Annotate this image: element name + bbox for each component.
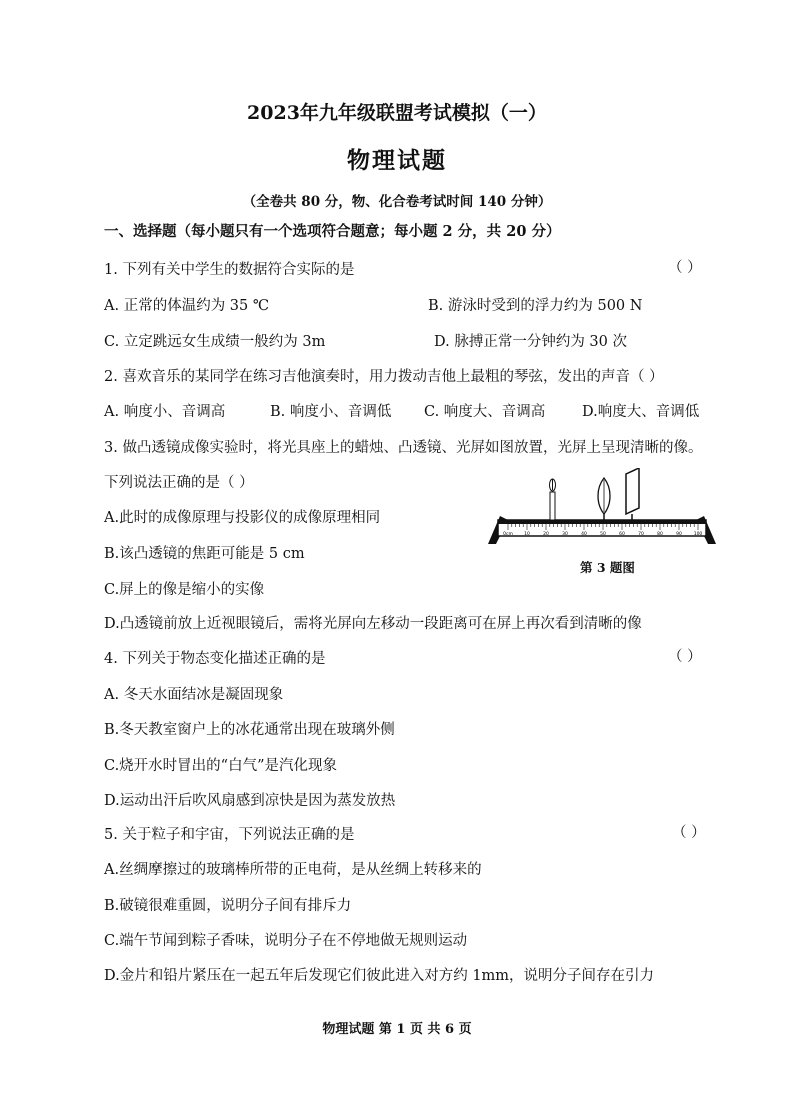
- q1-answer-paren: （ ）: [668, 260, 702, 276]
- q3-option-b: B.该凸透镜的焦距可能是 5 cm: [104, 546, 305, 562]
- q1-option-d: D. 脉搏正常一分钟约为 30 次: [434, 334, 627, 350]
- q4-option-a: A. 冬天水面结冰是凝固现象: [104, 687, 284, 703]
- q2-stem: 2. 喜欢音乐的某同学在练习吉他演奏时，用力拨动吉他上最粗的琴弦，发出的声音（ ）: [104, 369, 664, 385]
- exam-title: 2023年九年级联盟考试模拟（一）: [247, 102, 547, 124]
- q1-option-b: B. 游泳时受到的浮力约为 500 N: [428, 298, 643, 314]
- page-footer: 物理试题 第 1 页 共 6 页: [322, 1022, 472, 1037]
- ruler-label: 40: [581, 532, 587, 537]
- q5-stem: 5. 关于粒子和宇宙，下列说法正确的是: [104, 827, 355, 843]
- ruler-label: 30: [562, 532, 568, 537]
- ruler-label: 90: [676, 532, 682, 537]
- q3-option-d: D.凸透镜前放上近视眼镜后，需将光屏向左移动一段距离可在屏上再次看到清晰的像: [104, 616, 642, 632]
- q1-stem: 1. 下列有关中学生的数据符合实际的是: [104, 262, 355, 278]
- q4-option-b: B.冬天教室窗户上的冰花通常出现在玻璃外侧: [104, 722, 395, 738]
- q3-option-c: C.屏上的像是缩小的实像: [104, 582, 265, 598]
- ruler-label: 70: [638, 532, 644, 537]
- q4-option-c: C.烧开水时冒出的“白气”是汽化现象: [104, 758, 338, 774]
- ruler-label: 20: [543, 532, 549, 537]
- q2-option-d: D.响度大、音调低: [582, 404, 700, 420]
- q2-option-a: A. 响度小、音调高: [104, 404, 226, 420]
- q3-stem-2: 下列说法正确的是（ ）: [104, 475, 254, 491]
- q1-option-a: A. 正常的体温约为 35 ℃: [104, 298, 270, 314]
- ruler-label: 10: [524, 532, 530, 537]
- ruler-label: 0cm: [503, 532, 513, 537]
- q5-option-a: A.丝绸摩擦过的玻璃棒所带的正电荷，是从丝绸上转移来的: [104, 862, 482, 878]
- light-screen: [626, 468, 639, 520]
- convex-lens: [598, 478, 610, 520]
- q3-stem: 3. 做凸透镜成像实验时，将光具座上的蜡烛、凸透镜、光屏如图放置，光屏上呈现清晰的像。: [104, 440, 703, 456]
- q4-stem: 4. 下列关于物态变化描述正确的是: [104, 651, 326, 667]
- section-title: 一、选择题（每小题只有一个选项符合题意；每小题 2 分，共 20 分）: [104, 223, 561, 240]
- ruler-label: 50: [600, 532, 606, 537]
- candle: [550, 479, 556, 520]
- exam-note: （全卷共 80 分，物、化合卷考试时间 140 分钟）: [242, 194, 552, 210]
- q4-answer-paren: （ ）: [668, 649, 702, 665]
- subject-title: 物理试题: [347, 147, 447, 174]
- q2-option-b: B. 响度小、音调低: [270, 404, 392, 420]
- bench-top-edge: [498, 520, 706, 524]
- q5-option-b: B.破镜很难重圆，说明分子间有排斥力: [104, 898, 352, 914]
- ruler-label: 80: [657, 532, 663, 537]
- ruler-label: 100: [693, 532, 703, 537]
- q4-option-d: D.运动出汗后吹风扇感到凉快是因为蒸发放热: [104, 793, 396, 809]
- q3-figure-caption: 第 3 题图: [580, 560, 635, 575]
- q3-option-a: A.此时的成像原理与投影仪的成像原理相同: [104, 510, 381, 526]
- q5-option-d: D.金片和铅片紧压在一起五年后发现它们彼此进入对方约 1mm，说明分子间存在引力: [104, 968, 655, 984]
- q5-option-c: C.端午节闻到粽子香味，说明分子在不停地做无规则运动: [104, 933, 468, 949]
- q1-option-c: C. 立定跳远女生成绩一般约为 3m: [104, 334, 326, 350]
- q2-option-c: C. 响度大、音调高: [424, 404, 546, 420]
- ruler-label: 60: [619, 532, 625, 537]
- optical-bench-figure: [486, 468, 718, 548]
- q5-answer-paren: （ ）: [672, 825, 706, 841]
